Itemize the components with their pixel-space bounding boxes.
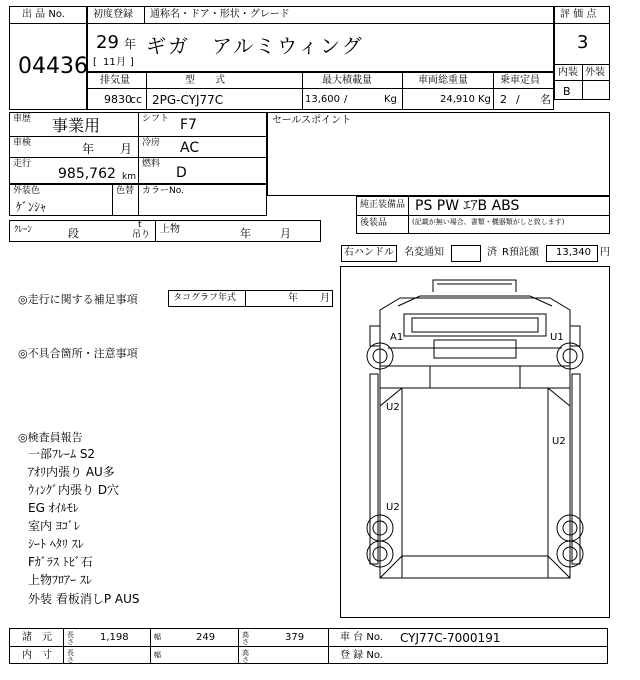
rating-value: 3: [577, 32, 589, 53]
capacity-slash: /: [516, 93, 520, 106]
max-load-label: 最大積載量: [322, 75, 372, 86]
aftermarket-label: 後装品: [360, 218, 388, 228]
history-label: 車歴: [13, 114, 32, 124]
upper-body-year: 年: [240, 227, 251, 240]
first-registration-label: 初度登録: [93, 9, 133, 20]
damage-mark: U2: [552, 436, 566, 447]
defect-notes-label: ◎不具合箇所・注意事項: [18, 347, 138, 360]
history: 事業用: [52, 116, 101, 135]
displacement: 9830: [104, 93, 132, 106]
capacity-unit: 名: [540, 93, 551, 106]
inspector-line: 一部ﾌﾚｰﾑ S2: [28, 447, 96, 461]
inspector-line: ｱｵﾘ内張り AU多: [28, 465, 115, 479]
damage-mark: U2: [386, 402, 400, 413]
standard-equipment-label: 純正装備品: [360, 200, 406, 210]
exterior-grade-label: 外装: [585, 67, 605, 78]
model-code: 2PG-CYJ77C: [152, 93, 224, 107]
deposit-prefix: 済: [487, 247, 497, 258]
color-change-label: 色替: [116, 186, 135, 196]
reg-year-unit: 年: [124, 37, 137, 51]
shift: F7: [180, 117, 197, 133]
model-code-label: 型 式: [185, 75, 225, 86]
ext-color-label: 外装色: [13, 186, 41, 196]
length-label: 長さ: [67, 631, 74, 646]
capacity-label: 乗車定員: [500, 75, 540, 86]
fuel: D: [176, 165, 187, 181]
model-info-label: 通称名・ドア・形状・グレード: [150, 9, 290, 20]
inspection-month: 月: [120, 142, 133, 156]
inspector-report-label: ◎検査員報告: [18, 431, 83, 444]
interior-dimensions-label: 内 寸: [22, 650, 52, 661]
aftermarket-note: (記載が無い場合、書類・機器類がしと致します): [412, 218, 565, 226]
capacity: 2: [500, 93, 507, 106]
crane-ton-unit: t: [138, 220, 142, 230]
displacement-unit: cc: [130, 93, 143, 106]
crane-label: ｸﾚｰﾝ: [14, 225, 33, 235]
inspector-line: EG ｵｲﾙﾓﾚ: [28, 501, 79, 515]
tachograph-label: タコグラフ年式: [173, 293, 237, 303]
vehicle-name: ギガ アルミウィング: [146, 34, 364, 58]
damage-mark: A1: [390, 332, 404, 343]
reg-year: 29: [96, 32, 119, 53]
height-label: 高さ: [242, 631, 249, 646]
fuel-label: 燃料: [142, 159, 161, 169]
color-no-label: カラーNo.: [142, 186, 184, 196]
upper-body-label: 上物: [160, 224, 180, 235]
tachograph-year: 年: [288, 293, 298, 304]
width-label-2: 幅: [154, 651, 161, 659]
inspection-label: 車検: [13, 138, 32, 148]
height-label-2: 高さ: [242, 649, 249, 664]
damage-mark: U2: [386, 502, 400, 513]
reg-month-unit: 月: [116, 57, 126, 68]
interior-grade-label: 内装: [558, 67, 578, 78]
shift-label: シフト: [142, 114, 170, 124]
name-change-label: 名変通知: [404, 247, 444, 258]
deposit-amount: 13,340: [556, 247, 591, 258]
inspector-line: 室内 ﾖｺﾞﾚ: [28, 519, 80, 533]
width: 249: [196, 632, 216, 643]
deposit-unit: 円: [600, 247, 610, 258]
chassis-number: CYJ77C-7000191: [400, 631, 501, 645]
gross-weight-unit: Kg: [478, 94, 491, 105]
tachograph-month: 月: [320, 293, 330, 304]
max-load: 13,600: [305, 94, 340, 105]
width-label: 幅: [154, 633, 161, 641]
ext-color: ｹﾞﾝｼｬ: [16, 200, 47, 214]
deposit-label: R預託額: [502, 247, 539, 258]
truck-diagram: [340, 266, 610, 618]
upper-body-month: 月: [280, 227, 291, 240]
inspector-line: 上物ﾌﾛｱｰ ｽﾚ: [28, 573, 92, 587]
registration-label: 登 録 No.: [340, 650, 383, 661]
gross-weight-label: 車両総重量: [418, 75, 468, 86]
lot-number: 04436: [18, 54, 88, 79]
standard-equipment: PS PW ｴｱB ABS: [415, 198, 520, 214]
lot-number-label: 出 品 No.: [22, 9, 65, 20]
gross-weight: 24,910: [440, 94, 475, 105]
length-label-2: 長さ: [67, 649, 74, 664]
chassis-label: 車 台 No.: [340, 632, 383, 643]
inspection-year: 年: [82, 142, 95, 156]
mileage-label: 走行: [13, 159, 32, 169]
inspector-line: 外装 看板消しP AUS: [28, 592, 140, 606]
length: 1,198: [100, 632, 129, 643]
max-load-unit: Kg: [384, 94, 397, 105]
inspector-line: ｳｨﾝｸﾞ内張り D穴: [28, 483, 120, 497]
driving-notes-label: ◎走行に関する補足事項: [18, 293, 138, 306]
damage-mark: U1: [550, 332, 564, 343]
inspector-line: Fｶﾞﾗｽ ﾄﾋﾞ石: [28, 555, 93, 569]
reg-month: 11: [103, 57, 116, 68]
height: 379: [285, 632, 305, 643]
right-hand-drive: 右ハンドル: [344, 247, 394, 258]
inspector-line: ｼｰﾄ ﾍﾀﾘ ｽﾚ: [28, 537, 84, 551]
dimensions-label: 諸 元: [22, 632, 52, 643]
mileage: 985,762: [58, 166, 116, 182]
displacement-label: 排気量: [100, 75, 130, 86]
mileage-unit: km: [122, 172, 136, 182]
sales-point-label: セールスポイント: [272, 115, 352, 126]
ac: AC: [180, 140, 200, 156]
max-load-slash: /: [344, 94, 348, 105]
crane-stage-unit: 段: [68, 227, 79, 240]
rating-label: 評 価 点: [560, 9, 597, 20]
interior-grade: B: [563, 85, 571, 98]
crane-hang-unit: 吊り: [132, 230, 151, 240]
name-change-box: [451, 245, 481, 262]
ac-label: 冷房: [142, 138, 161, 148]
